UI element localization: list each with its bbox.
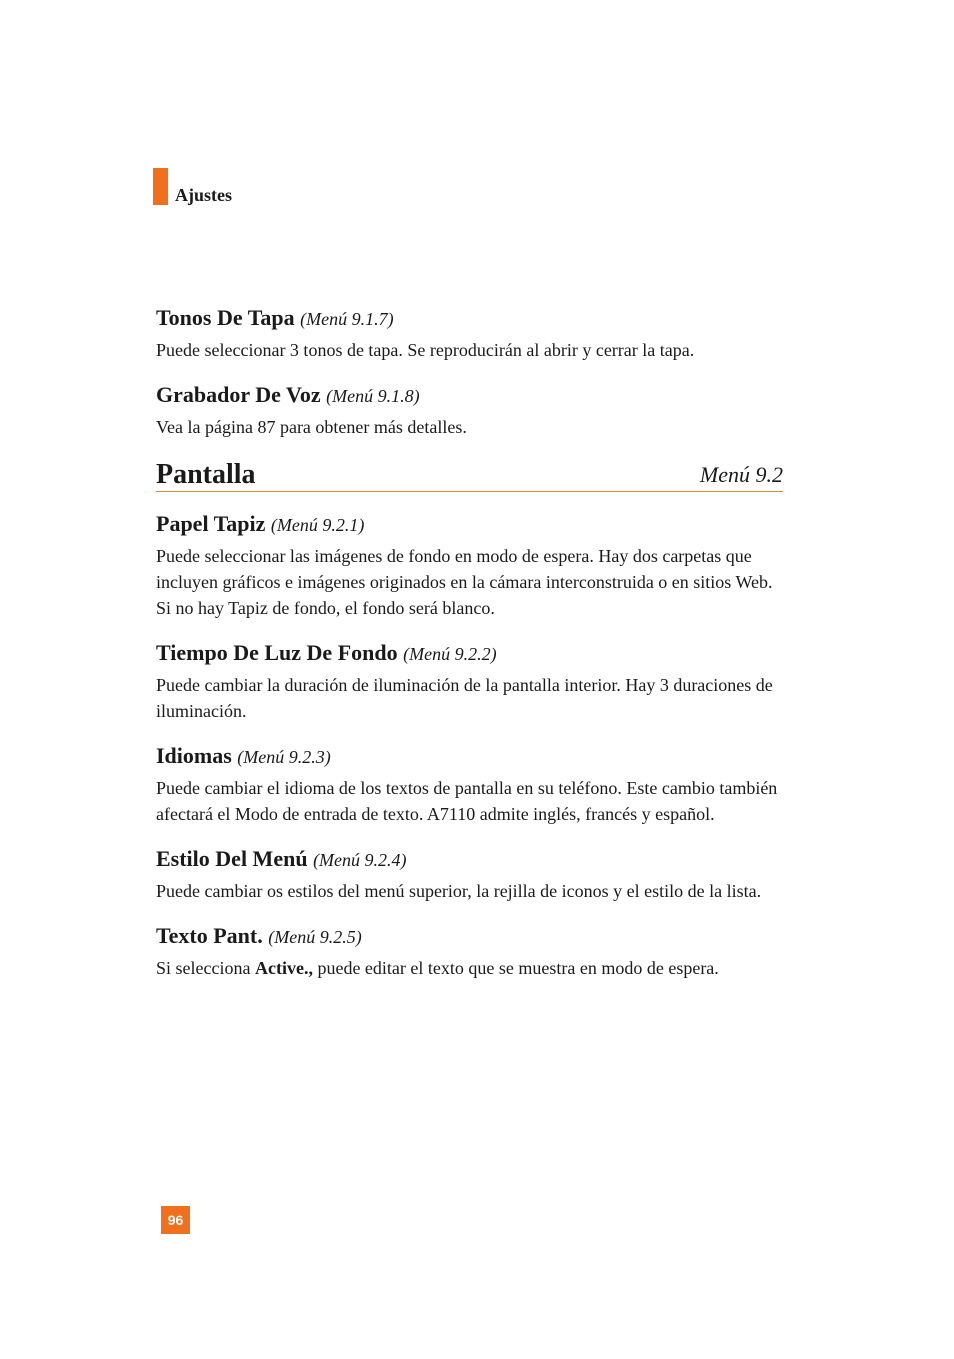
item-body: Vea la página 87 para obtener más detalles. — [156, 417, 467, 437]
item-title: Estilo Del Menú — [156, 846, 308, 871]
item-title: Papel Tapiz — [156, 511, 266, 536]
item-menu-ref: (Menú 9.2.4) — [313, 850, 407, 870]
item-menu-ref: (Menú 9.2.2) — [403, 644, 497, 664]
item-title: Texto Pant. — [156, 923, 263, 948]
section-title: Pantalla — [156, 459, 256, 490]
item-title: Grabador De Voz — [156, 382, 321, 407]
page-content — [156, 300, 783, 995]
section-heading — [156, 454, 783, 492]
item-papel-tapiz — [156, 506, 783, 621]
item-tonos-de-tapa — [156, 300, 783, 363]
item-idiomas — [156, 738, 783, 827]
item-menu-ref: (Menú 9.2.3) — [237, 747, 331, 767]
item-menu-ref: (Menú 9.2.5) — [268, 927, 362, 947]
item-tiempo-de-luz — [156, 635, 783, 724]
body-bold-term: Active., — [254, 958, 313, 978]
item-body: Puede cambiar la duración de iluminación de la pantalla interior. Hay 3 duraciones de iluminación. — [156, 675, 773, 721]
section-label: Ajustes — [175, 185, 232, 205]
section-tab-marker — [153, 168, 168, 205]
page-number-badge: 96 — [161, 1206, 190, 1234]
item-texto-pant — [156, 918, 783, 981]
item-estilo-del-menu — [156, 841, 783, 904]
item-menu-ref: (Menú 9.1.7) — [300, 309, 394, 329]
item-grabador-de-voz — [156, 377, 783, 440]
item-body — [156, 955, 783, 981]
body-text: puede editar el texto que se muestra en modo de espera. — [312, 958, 719, 978]
item-body: Puede seleccionar las imágenes de fondo en modo de espera. Hay dos carpetas que incluyen gráficos e imágenes originados en la cámara interconstruida o en sitios Web. Si no hay Tapiz de fondo, el fondo será blanco. — [156, 546, 773, 618]
item-body: Puede seleccionar 3 tonos de tapa. Se reproducirán al abrir y cerrar la tapa. — [156, 340, 695, 360]
item-title: Idiomas — [156, 743, 232, 768]
section-menu-ref: Menú 9.2 — [699, 462, 783, 487]
item-title: Tonos De Tapa — [156, 305, 295, 330]
body-text: Si selecciona — [156, 958, 255, 978]
item-menu-ref: (Menú 9.2.1) — [270, 515, 365, 535]
item-menu-ref: (Menú 9.1.8) — [326, 386, 420, 406]
item-body: Puede cambiar os estilos del menú superior, la rejilla de iconos y el estilo de la lista. — [156, 881, 762, 901]
item-body: Puede cambiar el idioma de los textos de pantalla en su teléfono. Este cambio también afectará el Modo de entrada de texto. A7110 admite inglés, francés y español. — [156, 778, 778, 824]
item-title: Tiempo De Luz De Fondo — [156, 640, 398, 665]
